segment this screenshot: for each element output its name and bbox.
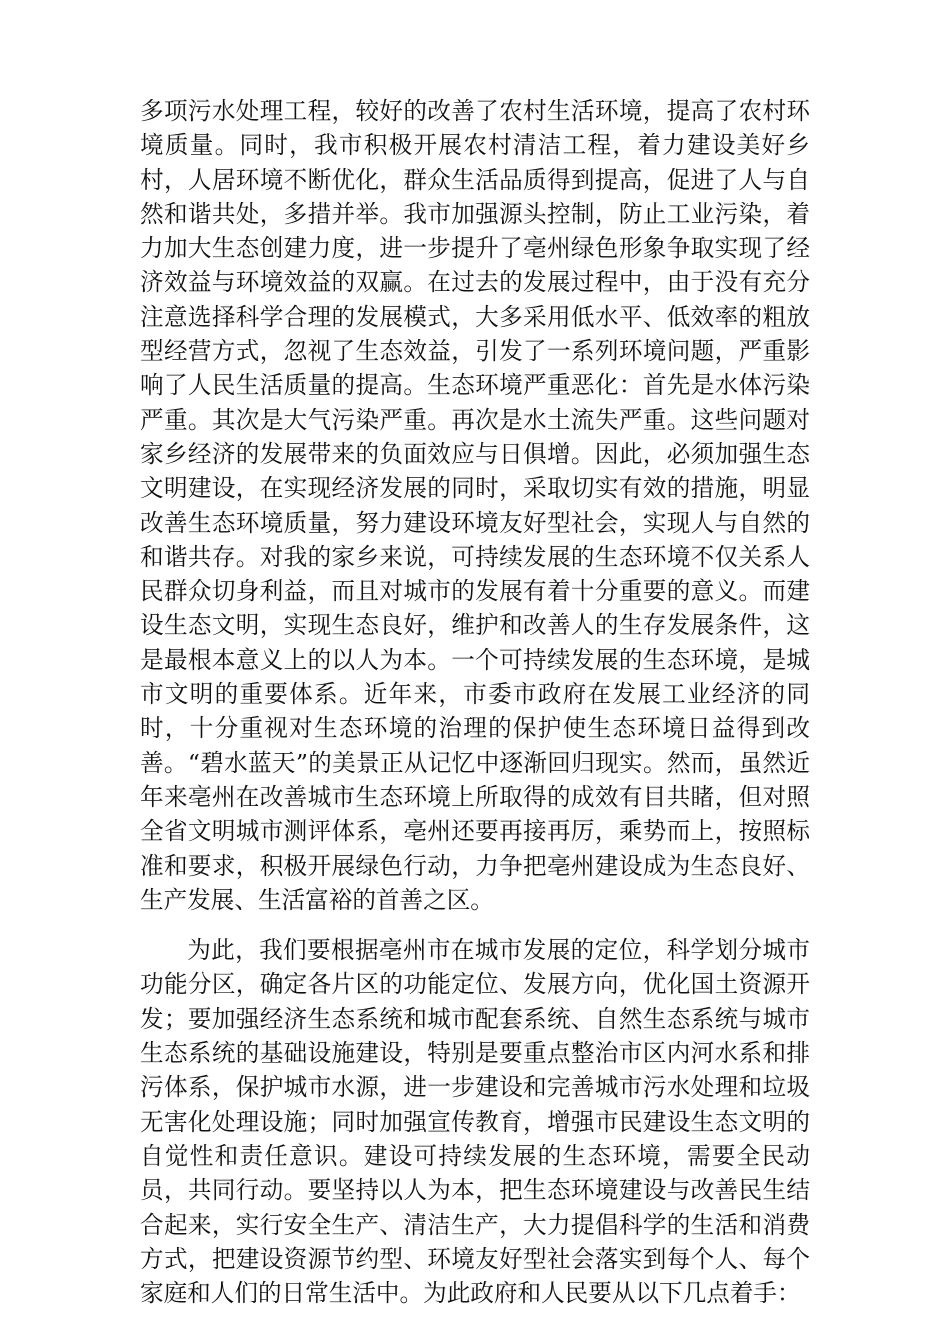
- document-page: [140, 94, 810, 1310]
- body-paragraph-1: 多项污水处理工程，较好的改善了农村生活环境，提高了农村环境质量。同时，我市积极开展农村清洁工程，着力建设美好乡村，人居环境不断优化，群众生活品质得到提高，促进了人与自然和谐共处，多措并举。我市加强源头控制，防止工业污染，着力加大生态创建力度，进一步提升了亳州绿色形象争取实现了经济效益与环境效益的双赢。在过去的发展过程中，由于没有充分注意选择科学合理的发展模式，大多采用低水平、低效率的粗放型经营方式，忽视了生态效益，引发了一系列环境问题，严重影响了人民生活质量的提高。生态环境严重恶化：首先是水体污染严重。其次是大气污染严重。再次是水土流失严重。这些问题对家乡经济的发展带来的负面效应与日俱增。因此，必须加强生态文明建设，在实现经济发展的同时，采取切实有效的措施，明显改善生态环境质量，努力建设环境友好型社会，实现人与自然的和谐共存。对我的家乡来说，可持续发展的生态环境不仅关系人民群众切身利益，而且对城市的发展有着十分重要的意义。而建设生态文明，实现生态良好，维护和改善人的生存发展条件，这是最根本意义上的以人为本。一个可持续发展的生态环境，是城市文明的重要体系。近年来，市委市政府在发展工业经济的同时，十分重视对生态环境的治理的保护使生态环境日益得到改善。“碧水蓝天”的美景正从记忆中逐渐回归现实。然而，虽然近年来亳州在改善城市生态环境上所取得的成效有目共睹，但对照全省文明城市测评体系，亳州还要再接再厉，乘势而上，按照标准和要求，积极开展绿色行动，力争把亳州建设成为生态良好、生产发展、生活富裕的首善之区。: [140, 97, 810, 914]
- body-paragraph-2: 为此，我们要根据亳州市在城市发展的定位，科学划分城市功能分区，确定各片区的功能定位、发展方向，优化国土资源开发；要加强经济生态系统和城市配套系统、自然生态系统与城市生态系统的基础设施建设，特别是要重点整治市区内河水系和排污体系，保护城市水源，进一步建设和完善城市污水处理和垃圾无害化处理设施；同时加强宣传教育，增强市民建设生态文明的自觉性和责任意识。建设可持续发展的生态环境，需要全民动员，共同行动。要坚持以人为本，把生态环境建设与改善民生结合起来，实行安全生产、清洁生产，大力提倡科学的生活和消费方式，把建设资源节约型、环境友好型社会落实到每个人、每个家庭和人们的日常生活中。为此政府和人民要从以下几点着手：: [140, 936, 810, 1308]
